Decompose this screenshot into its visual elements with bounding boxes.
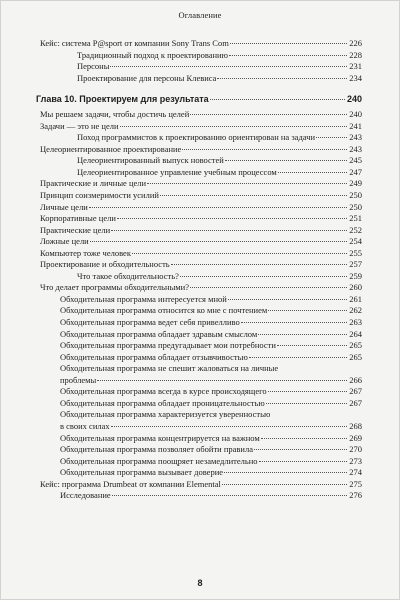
toc-entry-title: Мы решаем задачи, чтобы достичь целей: [40, 109, 190, 120]
toc-entry: [36, 213, 362, 225]
toc-entry: [36, 467, 362, 479]
toc-entry-page: 250: [349, 190, 362, 201]
toc-entry-title: Обходительная программа относится ко мне с почтением: [60, 305, 268, 316]
toc-entry-title: Обходительная программа всегда в курсе происходящего: [60, 386, 267, 397]
toc-entry: [36, 132, 362, 144]
toc-entry: [36, 363, 362, 375]
toc-entry: [36, 352, 362, 364]
toc-entry-title: Обходительная программа обладает отзывчивостью: [60, 351, 248, 362]
toc-entry-title: Практические и личные цели: [40, 178, 147, 189]
toc-entry: [36, 305, 362, 317]
table-of-contents: [36, 38, 362, 502]
toc-entry-title: Обходительная программа обладает здравым смыслом: [60, 328, 258, 339]
dot-leader: [97, 380, 347, 381]
toc-entry-title: Что делает программы обходительными?: [40, 282, 189, 293]
toc-entry-title: проблемы: [60, 374, 97, 385]
toc-entry: [36, 444, 362, 456]
toc-entry-page: 243: [349, 132, 362, 143]
toc-entry-page: 273: [349, 455, 362, 466]
toc-entry: [36, 121, 362, 133]
page-number: 8: [197, 578, 203, 588]
toc-entry-page: 260: [349, 282, 362, 293]
toc-entry-title: Обходительная программа предугадывает мои потребности: [60, 340, 276, 351]
dot-leader: [249, 357, 347, 358]
dot-leader: [171, 264, 348, 265]
dot-leader: [277, 345, 347, 346]
toc-entry-title: Обходительная программа ведет себя привелливо: [60, 317, 240, 328]
toc-entry: [36, 271, 362, 283]
toc-entry-title: Кейс: система P@sport от компании Sony Trans Com: [40, 38, 229, 48]
toc-entry-title: Обходительная программа обладает проницательностью: [60, 397, 265, 408]
toc-chapter-heading: [36, 93, 362, 106]
toc-entry: [36, 433, 362, 445]
toc-entry-page: 249: [349, 178, 362, 189]
toc-entry-page: 243: [349, 143, 362, 154]
toc-entry-page: 270: [349, 444, 362, 455]
toc-entry-page: 267: [349, 386, 362, 397]
toc-entry-page: 266: [349, 374, 362, 385]
toc-entry-page: 234: [349, 72, 362, 83]
toc-entry-page: 252: [349, 224, 362, 235]
dot-leader: [90, 241, 348, 242]
running-head: Оглавление: [178, 10, 222, 20]
dot-leader: [111, 230, 347, 231]
toc-entry: [36, 398, 362, 410]
dot-leader: [210, 99, 345, 100]
toc-entry-title: Компьютер тоже человек: [40, 247, 131, 258]
toc-entry-page: 245: [349, 155, 362, 166]
toc-entry: [36, 421, 362, 433]
toc-entry-page: 254: [349, 236, 362, 247]
toc-entry: [36, 236, 362, 248]
toc-entry-page: 275: [349, 478, 362, 489]
toc-entry-page: 263: [349, 317, 362, 328]
dot-leader: [89, 207, 347, 208]
toc-entry-title: Целеориентированный выпуск новостей: [77, 155, 224, 166]
toc-entry: [36, 294, 362, 306]
dot-leader: [160, 195, 347, 196]
toc-entry: [36, 178, 362, 190]
dot-leader: [120, 126, 348, 127]
toc-entry-title: Задачи — это не цели: [40, 120, 119, 131]
dot-leader: [258, 334, 347, 335]
toc-entry: [36, 282, 362, 294]
toc-entry-page: 226: [349, 38, 362, 48]
toc-entry: [36, 73, 362, 85]
toc-entry: [36, 50, 362, 62]
toc-entry-title: Проектирование и обходительность: [40, 259, 170, 270]
toc-entry-title: Исследование: [60, 490, 111, 501]
toc-entry: [36, 386, 362, 398]
dot-leader: [117, 218, 347, 219]
toc-entry: [36, 456, 362, 468]
toc-entry-page: 261: [349, 293, 362, 304]
toc-entry: [36, 375, 362, 387]
dot-leader: [190, 114, 347, 115]
toc-entry: [36, 479, 362, 491]
toc-entry: [36, 202, 362, 214]
toc-entry: [36, 155, 362, 167]
toc-entry-page: 276: [349, 490, 362, 501]
toc-entry-title: Традиционный подход к проектированию: [77, 49, 228, 60]
toc-entry-page: 228: [349, 49, 362, 60]
toc-entry-page: 250: [349, 201, 362, 212]
toc-entry-page: 240: [349, 109, 362, 120]
toc-entry-page: 265: [349, 340, 362, 351]
toc-entry: [36, 317, 362, 329]
toc-entry-page: 257: [349, 259, 362, 270]
toc-entry-page: 251: [349, 213, 362, 224]
dot-leader: [268, 310, 347, 311]
dot-leader: [261, 438, 348, 439]
toc-entry: [36, 167, 362, 179]
toc-entry: [36, 38, 362, 50]
dot-leader: [222, 484, 347, 485]
toc-entry-page: 259: [349, 270, 362, 281]
toc-entry-title: Обходительная программа позволяет обойти правила: [60, 444, 253, 455]
toc-entry-page: 265: [349, 351, 362, 362]
toc-entry: [36, 329, 362, 341]
toc-entry-page: 231: [349, 61, 362, 72]
toc-entry: [36, 259, 362, 271]
dot-leader: [268, 391, 348, 392]
toc-entry-page: 267: [349, 397, 362, 408]
toc-entry-title: Персоны: [77, 61, 110, 72]
toc-entry: [36, 109, 362, 121]
toc-entry-title: Целеориентированное проектирование: [40, 143, 182, 154]
toc-entry-page: 247: [349, 166, 362, 177]
toc-entry-page: 255: [349, 247, 362, 258]
toc-entry: [36, 490, 362, 502]
toc-entry: [36, 248, 362, 260]
toc-entry-title: Обходительная программа вызывает доверие: [60, 467, 224, 478]
dot-leader: [229, 55, 347, 56]
dot-leader: [259, 461, 348, 462]
toc-entry: [36, 61, 362, 73]
toc-entry-title: Принцип соизмеримости усилий: [40, 190, 159, 201]
toc-entry-title: в своих силах: [60, 420, 110, 431]
dot-leader: [278, 172, 347, 173]
toc-entry: [36, 144, 362, 156]
toc-entry: [36, 409, 362, 421]
dot-leader: [190, 287, 347, 288]
toc-entry-title: Что такое обходительность?: [77, 270, 179, 281]
toc-entry-title: Обходительная программа не спешит жаловаться на личные: [60, 363, 279, 374]
dot-leader: [132, 253, 347, 254]
toc-entry: [36, 225, 362, 237]
toc-entry-title: Поход программистов к проектированию ориентирован на задачи: [77, 132, 316, 143]
dot-leader: [266, 403, 348, 404]
dot-leader: [228, 299, 347, 300]
toc-entry-title: Обходительная программа характеризуется уверенностью: [60, 409, 271, 420]
toc-entry-page: 241: [349, 120, 362, 131]
toc-entry: [36, 190, 362, 202]
dot-leader: [147, 183, 347, 184]
dot-leader: [316, 137, 347, 138]
dot-leader: [217, 78, 347, 79]
dot-leader: [225, 160, 347, 161]
toc-entry-title: Обходительная программа концентрируется на важном: [60, 432, 260, 443]
toc-entry-title: Практические цели: [40, 224, 111, 235]
toc-entry-page: 269: [349, 432, 362, 443]
toc-entry-title: Ложные цели: [40, 236, 89, 247]
dot-leader: [110, 66, 347, 67]
toc-entry-page: 262: [349, 305, 362, 316]
dot-leader: [111, 426, 348, 427]
toc-entry-page: 274: [349, 467, 362, 478]
toc-entry-title: Личные цели: [40, 201, 88, 212]
dot-leader: [230, 43, 347, 44]
toc-entry-page: 240: [346, 94, 362, 105]
toc-entry: [36, 340, 362, 352]
toc-entry-title: Целеориентированное управление учебным процессом: [77, 166, 277, 177]
dot-leader: [180, 276, 347, 277]
toc-entry-title: Кейс: программа Drumbeat от компании Elemental: [40, 478, 221, 489]
dot-leader: [182, 149, 347, 150]
dot-leader: [241, 322, 348, 323]
toc-entry-page: 268: [349, 420, 362, 431]
dot-leader: [224, 472, 347, 473]
toc-entry-title: Корпоративные цели: [40, 213, 116, 224]
toc-entry-title: Обходительная программа поощряет незамедлительно: [60, 455, 258, 466]
toc-entry-title: Глава 10. Проектируем для результата: [36, 94, 209, 105]
dot-leader: [254, 449, 347, 450]
toc-entry-page: 264: [349, 328, 362, 339]
toc-entry-title: Проектирование для персоны Клевиса: [77, 72, 217, 83]
dot-leader: [112, 495, 348, 496]
toc-entry-title: Обходительная программа интересуется мной: [60, 293, 227, 304]
